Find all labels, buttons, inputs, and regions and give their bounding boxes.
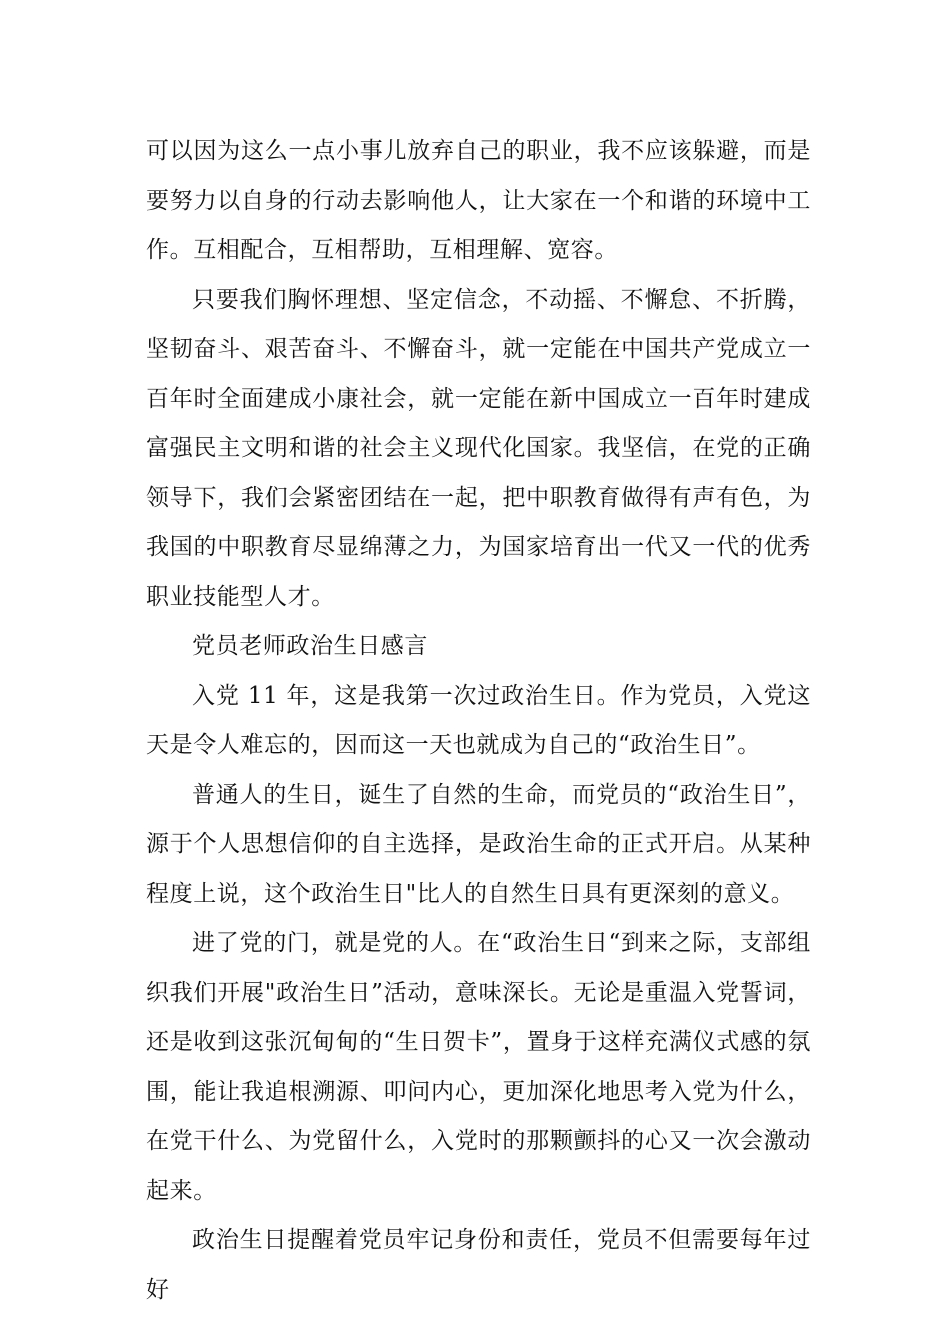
paragraph-ordinary-birthday: 普通人的生日，诞生了自然的生命，而党员的“政治生日”，源于个人思想信仰的自主选择，是政治生命的正式开启。从某种程度上说，这个政治生日"比人的自然生日具有更深刻的意义。 [146,781,811,907]
paragraph-join-party: 入党 11 年，这是我第一次过政治生日。作为党员，入党这天是令人难忘的，因而这一天也就成为自己的“政治生日”。 [146,682,811,758]
paragraph-belief: 只要我们胸怀理想、坚定信念，不动摇、不懈怠、不折腾，坚韧奋斗、艰苦奋斗、不懈奋斗，就一定能在中国共产党成立一百年时全面建成小康社会，就一定能在新中国成立一百年时建成富强民主文明和谐的社会主义现代化国家。我坚信，在党的正确领导下，我们会紧密团结在一起，把中职教育做得有声有色，为我国的中职教育尽显绵薄之力，为国家培育出一代又一代的优秀职业技能型人才。 [146,286,811,610]
paragraph-enter-party: 进了党的门，就是党的人。在“政治生日“到来之际，支部组织我们开展"政治生日”活动，意味深长。无论是重温入党誓词，还是收到这张沉甸甸的“生日贺卡”，置身于这样充满仪式感的氛围，能让我追根溯源、叩问内心，更加深化地思考入党为什么，在党干什么、为党留什么，入党时的那颗颤抖的心又一次会激动起来。 [146,930,811,1204]
document-body [146,127,811,1315]
paragraph-reminder: 政治生日提醒着党员牢记身份和责任，党员不但需要每年过好 [146,1227,811,1303]
section-title: 党员老师政治生日感言 [192,633,428,659]
paragraph-continued: 可以因为这么一点小事儿放弃自己的职业，我不应该躲避，而是要努力以自身的行动去影响他人，让大家在一个和谐的环境中工作。互相配合，互相帮助，互相理解、宽容。 [146,138,811,263]
